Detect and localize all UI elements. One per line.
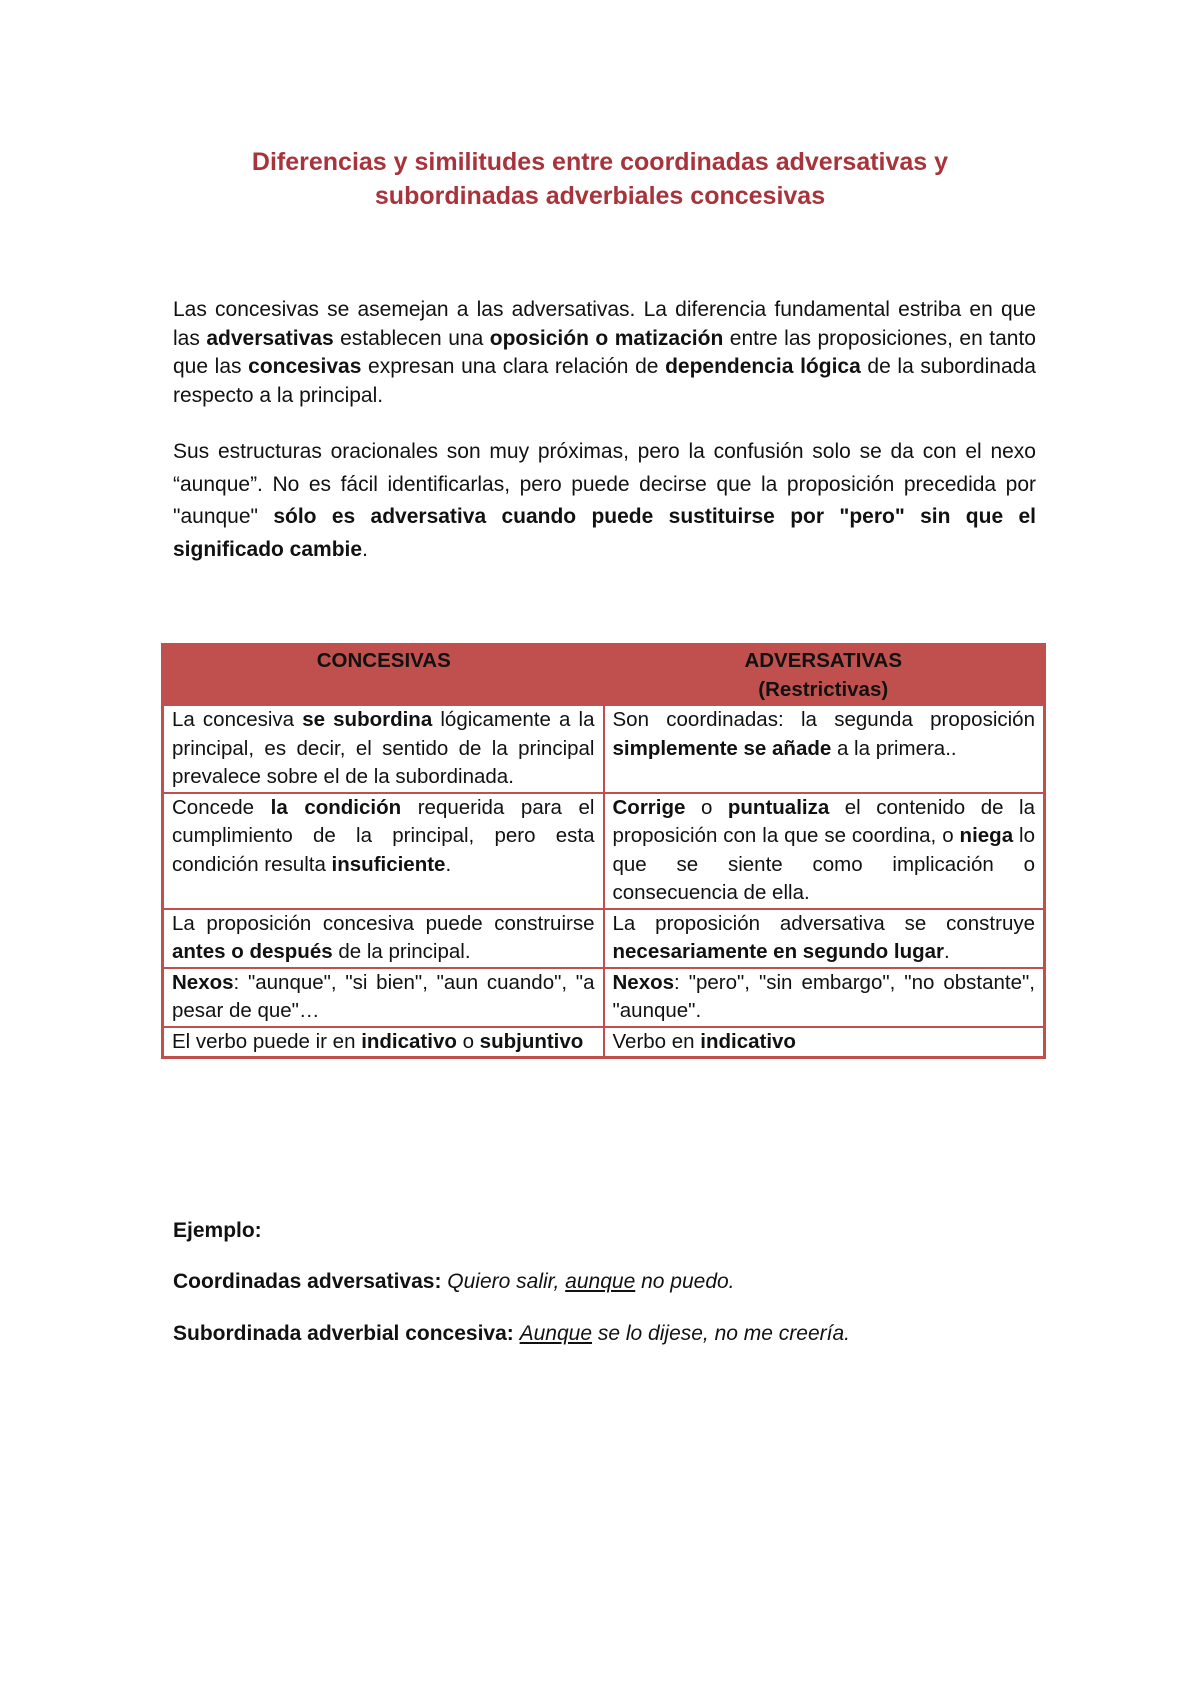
bold-term-dependencia: dependencia lógica [665,355,861,378]
example-adversativa [173,1268,735,1296]
text-run: Quiero salir, [447,1270,566,1293]
text-run: el contenido de la proposición con la que se coordina, o [612,795,1036,847]
text-run: expresan una clara relación de [361,355,666,378]
table-cell-adversativas [604,968,1045,1027]
header-subtext: (Restrictivas) [758,677,889,701]
text-run: de la subordinada respecto a la principal. [173,355,1036,407]
text-run: o [456,1029,480,1053]
table-cell-concesivas [163,1027,604,1058]
underlined-nexo: Aunque [519,1322,593,1345]
intro-paragraph-2 [173,436,1036,566]
bold-run: necesariamente en segundo lugar [612,940,945,963]
example-label: Subordinada adverbial concesiva: [173,1322,514,1345]
text-run: . [445,852,452,876]
table-cell-adversativas [604,793,1045,909]
text-run: . [362,537,368,561]
bold-term-oposicion: oposición o matización [489,326,724,350]
intro-paragraph-1 [173,296,1036,410]
header-text: CONCESIVAS [316,649,451,672]
bold-run: se subordina [302,708,433,731]
example-heading-text: Ejemplo: [173,1219,262,1242]
title-line-1: Diferencias y similitudes entre coordinadas adversativas y [251,148,949,176]
text-run: : "pero", "sin embargo", "no obstante", "aunque". [612,970,1035,1022]
bold-run: Corrige [612,795,686,819]
bold-run: subjuntivo [479,1029,584,1053]
text-run: establecen una [333,326,490,350]
table-cell-concesivas [163,705,604,793]
text-run: La proposición adversativa se construye [612,911,1035,935]
text-run: entre las proposiciones, en tanto que las [173,326,1036,378]
example-heading [173,1217,262,1245]
bold-run: indicativo [361,1029,457,1053]
bold-term-concesivas: concesivas [248,355,362,378]
text-run: El verbo puede ir en [172,1029,362,1053]
text-run: requerida para el cumplimiento de la principal, pero esta condición resulta [172,795,595,876]
text-run: Verbo en [612,1029,701,1053]
text-run: La proposición concesiva puede construirse [172,911,595,935]
table-cell-adversativas [604,909,1045,968]
text-run: lo que se siente como implicación o consecuencia de ella. [612,824,1035,904]
bold-run: Nexos [172,970,234,994]
comparison-table [161,643,1046,1059]
bold-run: puntualiza [727,795,830,819]
text-run: : "aunque", "si bien", "aun cuando", "a pesar de que"… [172,970,595,1022]
table-cell-adversativas [604,1027,1045,1058]
example-label: Coordinadas adversativas: [173,1270,442,1293]
page-title [160,145,1040,213]
header-text: ADVERSATIVAS [744,649,903,672]
text-run: Sus estructuras oracionales son muy próximas, pero la confusión solo se da con el nexo “aunque”. No es fácil identificarlas, pero puede decirse que la proposición precedida por "aunque" [173,440,1036,528]
bold-run: insuficiente [331,852,446,876]
example-concesiva [173,1320,850,1348]
table-row [163,705,1045,793]
text-run: no puedo. [635,1270,735,1293]
bold-rule: sólo es adversativa cuando puede sustituirse por "pero" sin que el significado cambie [173,505,1036,561]
bold-run: Nexos [612,970,675,994]
underlined-nexo: aunque [565,1270,636,1293]
text-run: Son coordinadas: la segunda proposición [612,708,1035,731]
text-run: o [685,795,728,819]
text-run: a la primera.. [831,736,957,760]
table-cell-concesivas [163,793,604,909]
bold-term-adversativas: adversativas [206,326,334,350]
title-line-2: subordinadas adverbiales concesivas [374,182,826,210]
table-cell-adversativas [604,705,1045,793]
table-cell-concesivas [163,909,604,968]
example-sentence [447,1270,734,1293]
example-sentence [520,1322,850,1345]
table-row [163,793,1045,909]
bold-run: la condición [270,795,402,819]
text-run: de la principal. [332,940,471,963]
table-header-row [163,645,1045,706]
bold-run: indicativo [700,1029,796,1053]
header-adversativas [604,645,1045,706]
table-row [163,1027,1045,1058]
text-run: Las concesivas se asemejan a las adversativas. La diferencia fundamental estriba en que las [173,298,1036,350]
table-cell-concesivas [163,968,604,1027]
text-run: Concede [172,795,271,819]
header-concesivas [163,645,604,706]
text-run: se lo dijese, no me creería. [592,1322,850,1345]
table-row [163,968,1045,1027]
table-row [163,909,1045,968]
text-run: . [944,940,950,963]
bold-run: simplemente se añade [612,736,832,760]
text-run: La concesiva [172,708,303,731]
text-run: lógicamente a la principal, es decir, el sentido de la principal prevalece sobre el de la subordinada. [172,708,595,788]
bold-run: antes o después [172,940,333,963]
bold-run: niega [959,824,1014,847]
